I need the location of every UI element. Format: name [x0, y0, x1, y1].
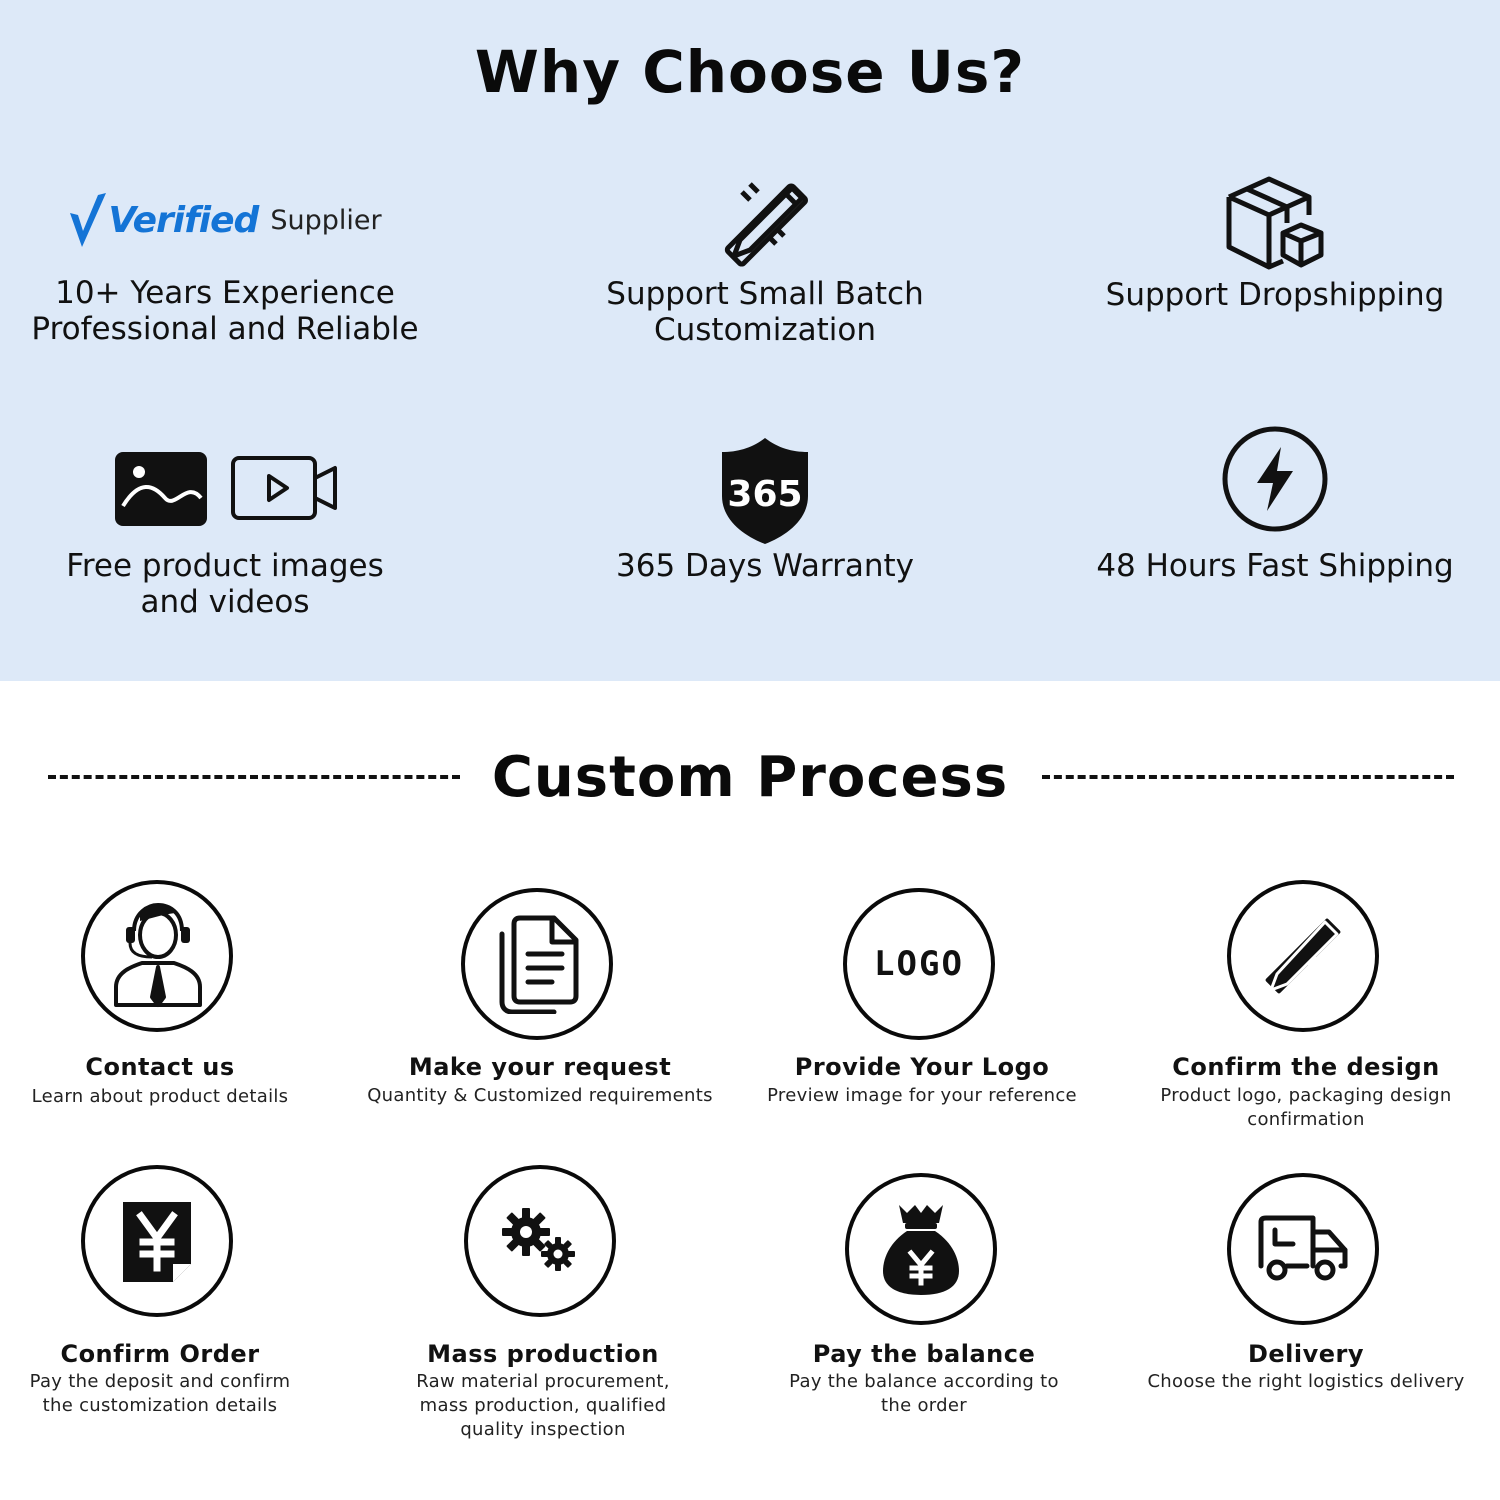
step-delivery: [1121, 1173, 1491, 1423]
why-choose-section: [0, 0, 1500, 681]
step-desc-line1: Pay the deposit and confirm: [29, 1371, 291, 1392]
step-desc-line1: Product logo, packaging design: [1160, 1085, 1452, 1106]
step-title: Confirm the design: [1172, 1053, 1440, 1081]
feature-warranty: [525, 438, 1005, 638]
feature-verified: [0, 180, 465, 380]
feature-label-line1: Free product images: [66, 548, 384, 584]
step-title: Provide Your Logo: [794, 1053, 1050, 1081]
logo-icon: LOGO: [874, 944, 964, 984]
step-confirm-design: [1121, 880, 1491, 1130]
pencil-ruler-icon: [720, 180, 810, 270]
feature-small-batch: [525, 180, 1005, 380]
step-desc-line2: the order: [881, 1395, 967, 1416]
feature-images-videos: [0, 450, 465, 650]
step-desc-line1: Quantity & Customized requirements: [367, 1085, 713, 1106]
step-desc-line2: confirmation: [1247, 1109, 1365, 1130]
step-pay-balance: [739, 1173, 1109, 1423]
step-title: Make your request: [408, 1053, 672, 1081]
step-title: Mass production: [427, 1340, 659, 1368]
feature-label-line1: Support Small Batch: [606, 276, 924, 312]
custom-process-title: Custom Process: [491, 745, 1009, 810]
step-desc-line2: mass production, qualified: [419, 1395, 667, 1416]
step-mass-production: [358, 1165, 728, 1445]
step-desc-line1: Learn about product details: [31, 1086, 289, 1107]
step-title: Confirm Order: [60, 1340, 260, 1368]
step-confirm-order: [0, 1165, 345, 1415]
lightning-icon: [1221, 425, 1329, 533]
step-desc-line3: quality inspection: [460, 1419, 626, 1440]
step-desc-line1: Raw material procurement,: [416, 1371, 670, 1392]
feature-label-line2: Customization: [653, 312, 877, 348]
feature-fast-shipping: [1035, 425, 1500, 625]
step-desc-line1: Choose the right logistics delivery: [1147, 1371, 1465, 1392]
gears-icon: [500, 1206, 580, 1276]
step-provide-logo: [737, 888, 1107, 1138]
why-choose-title: Why Choose Us?: [474, 38, 1026, 106]
feature-label-line1: 365 Days Warranty: [616, 548, 914, 584]
supplier-word: Supplier: [270, 204, 382, 236]
feature-label-line1: Support Dropshipping: [1105, 277, 1445, 313]
verified-supplier-badge: [0, 188, 465, 252]
shield-365-text: 365: [727, 474, 803, 515]
step-title: Pay the balance: [812, 1340, 1036, 1368]
step-make-request: [355, 888, 725, 1138]
feature-label-line2: Professional and Reliable: [31, 311, 419, 347]
boxes-icon: [1225, 175, 1325, 271]
step-title: Delivery: [1247, 1340, 1365, 1368]
customer-service-icon: [112, 901, 202, 1011]
feature-dropshipping: [1035, 175, 1500, 375]
shield-365-icon: [720, 438, 810, 544]
verified-check-icon: [68, 191, 108, 249]
design-tools-icon: [1263, 916, 1343, 996]
money-bag-icon: [881, 1201, 961, 1297]
yen-document-icon: [117, 1198, 197, 1284]
image-video-icon: [113, 450, 337, 526]
feature-label-line1: 48 Hours Fast Shipping: [1096, 548, 1454, 584]
step-title: Contact us: [85, 1053, 235, 1081]
step-contact-us: [0, 880, 345, 1130]
delivery-truck-icon: [1257, 1214, 1349, 1284]
feature-label-line1: 10+ Years Experience: [55, 275, 395, 311]
documents-icon: [492, 914, 582, 1014]
feature-label-line2: and videos: [140, 584, 310, 620]
step-desc-line1: Pay the balance according to: [789, 1371, 1059, 1392]
step-desc-line1: Preview image for your reference: [767, 1085, 1077, 1106]
title-divider-right: [1042, 775, 1454, 779]
verified-word: Verified: [108, 199, 259, 241]
step-desc-line2: the customization details: [42, 1395, 278, 1416]
